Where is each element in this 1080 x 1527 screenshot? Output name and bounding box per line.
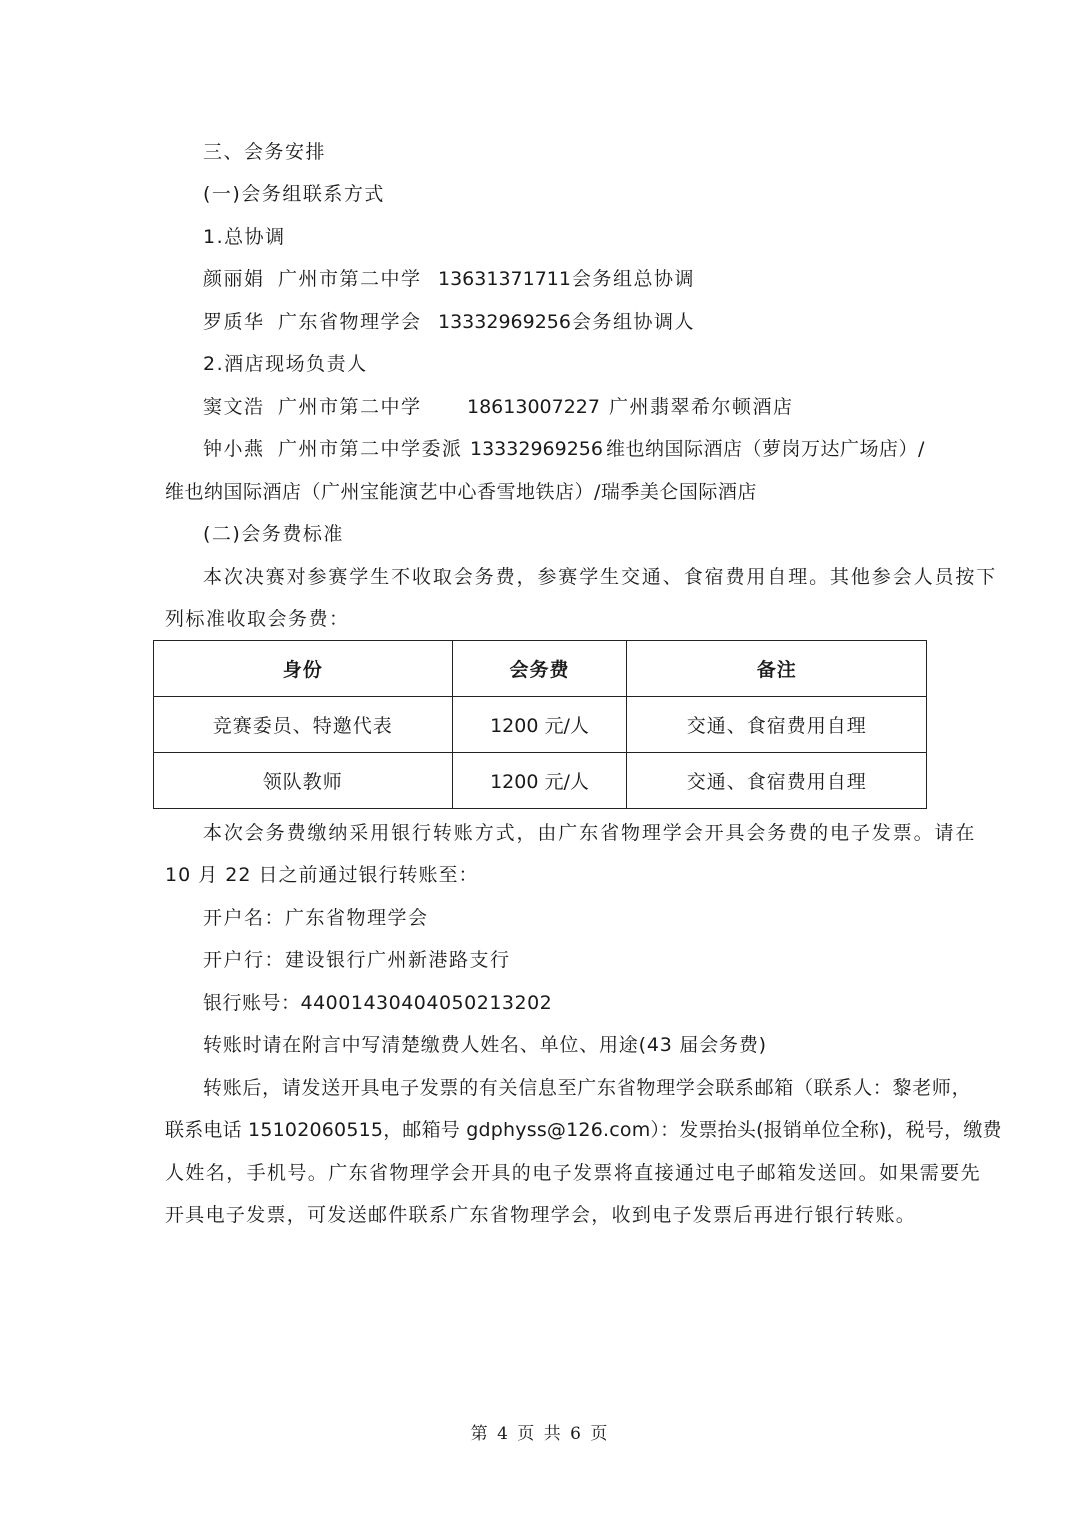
contact-org: 广东省物理学会 <box>278 311 422 333</box>
account-bank: 开户行：建设银行广州新港路支行 <box>203 949 511 971</box>
table-header: 身份 <box>154 641 453 697</box>
contact-name: 钟小燕 <box>203 438 265 460</box>
contact-org: 广州市第二中学 <box>278 268 422 290</box>
hotel-heading: 2.酒店现场负责人 <box>203 353 368 375</box>
account-number: 银行账号：44001430404050213202 <box>203 992 553 1014</box>
invoice-text: 联系电话 15102060515，邮箱号 gdphyss@126.com）：发票抬头(报销单位全称)，税号，缴费 <box>165 1119 1002 1141</box>
contact-role: 广州翡翠希尔顿酒店 <box>609 396 794 418</box>
table-cell: 交通、食宿费用自理 <box>627 697 927 753</box>
contact-role: 维也纳国际酒店（萝岗万达广场店）/ <box>606 438 925 460</box>
fee-table <box>153 640 927 809</box>
table-cell: 交通、食宿费用自理 <box>627 753 927 809</box>
table-cell: 领队教师 <box>154 753 453 809</box>
contact-org: 广州市第二中学委派 <box>278 438 463 460</box>
contact-role: 会务组协调人 <box>572 311 696 333</box>
payment-text-continued: 10 月 22 日之前通过银行转账至： <box>165 864 479 886</box>
contact-role: 会务组总协调 <box>572 268 696 290</box>
contact-phone: 13332969256 <box>470 438 603 460</box>
page-footer: 第 4 页 共 6 页 <box>470 1424 610 1444</box>
table-row <box>154 753 927 809</box>
fee-intro: 本次决赛对参赛学生不收取会务费，参赛学生交通、食宿费用自理。其他参会人员按下 <box>203 566 998 588</box>
transfer-note: 转账时请在附言中写清楚缴费人姓名、单位、用途(43 届会务费) <box>203 1034 767 1056</box>
invoice-text: 开具电子发票，可发送邮件联系广东省物理学会，收到电子发票后再进行银行转账。 <box>165 1204 917 1226</box>
contact-org: 广州市第二中学 <box>278 396 422 418</box>
section-heading: 三、会务安排 <box>203 141 327 163</box>
table-header: 会务费 <box>452 641 627 697</box>
sub2-heading: (二)会务费标准 <box>203 523 344 545</box>
payment-text: 本次会务费缴纳采用银行转账方式，由广东省物理学会开具会务费的电子发票。请在 <box>203 822 977 844</box>
contact-name: 窦文浩 <box>203 396 265 418</box>
coord-heading: 1.总协调 <box>203 226 286 248</box>
contact-phone: 13332969256 <box>438 311 571 333</box>
table-header: 备注 <box>627 641 927 697</box>
contact-phone: 18613007227 <box>467 396 600 418</box>
table-cell: 1200 元/人 <box>452 697 627 753</box>
table-header-row <box>154 641 927 697</box>
table-cell: 竞赛委员、特邀代表 <box>154 697 453 753</box>
contact-name: 颜丽娟 <box>203 268 265 290</box>
sub1-heading: (一)会务组联系方式 <box>203 183 385 205</box>
account-name: 开户名：广东省物理学会 <box>203 907 429 929</box>
table-cell: 1200 元/人 <box>452 753 627 809</box>
invoice-text: 转账后，请发送开具电子发票的有关信息至广东省物理学会联系邮箱（联系人：黎老师， <box>203 1077 972 1099</box>
contact-name: 罗质华 <box>203 311 265 333</box>
contact-role-continued: 维也纳国际酒店（广州宝能演艺中心香雪地铁店）/瑞季美仑国际酒店 <box>165 481 757 503</box>
table-row <box>154 697 927 753</box>
fee-intro-continued: 列标准收取会务费： <box>165 608 350 630</box>
contact-phone: 13631371711 <box>438 268 571 290</box>
invoice-text: 人姓名，手机号。广东省物理学会开具的电子发票将直接通过电子邮箱发送回。如果需要先 <box>165 1162 982 1184</box>
